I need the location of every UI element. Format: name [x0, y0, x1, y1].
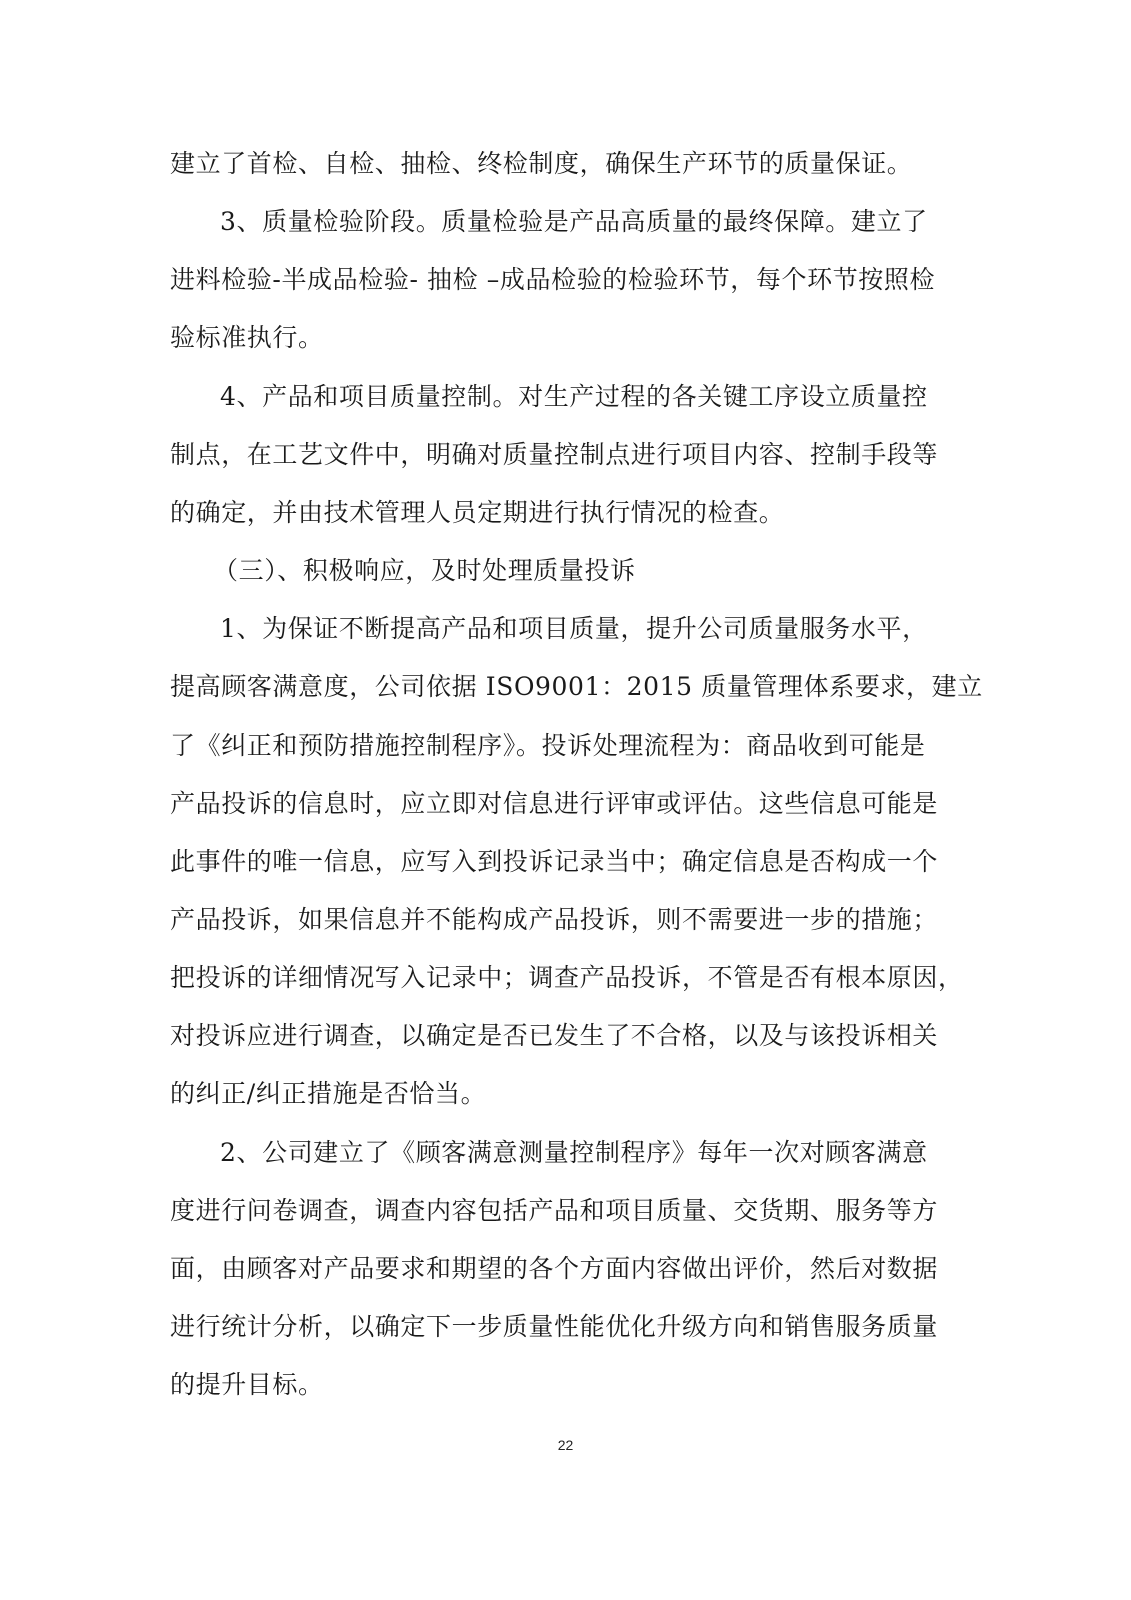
text-line: 度进行问卷调查，调查内容包括产品和项目质量、交货期、服务等方 — [170, 1196, 939, 1225]
text-line: 3、质量检验阶段。质量检验是产品高质量的最终保障。建立了 — [220, 207, 928, 236]
text-line: 进料检验-半成品检验- 抽检 –成品检验的检验环节，每个环节按照检 — [170, 265, 936, 294]
text-line: 制点，在工艺文件中，明确对质量控制点进行项目内容、控制手段等 — [170, 440, 939, 469]
text-line: 进行统计分析，以确定下一步质量性能优化升级方向和销售服务质量 — [170, 1312, 939, 1341]
text-line: 产品投诉，如果信息并不能构成产品投诉，则不需要进一步的措施； — [170, 905, 939, 934]
text-line: 此事件的唯一信息，应写入到投诉记录当中；确定信息是否构成一个 — [170, 847, 939, 876]
text-line: 了《纠正和预防措施控制程序》。投诉处理流程为：商品收到可能是 — [170, 731, 926, 760]
text-line: 建立了首检、自检、抽检、终检制度，确保生产环节的质量保证。 — [170, 149, 913, 178]
text-line: 验标准执行。 — [170, 323, 324, 352]
text-line: 的提升目标。 — [170, 1370, 324, 1399]
text-line: 提高顾客满意度，公司依据 ISO9001：2015 质量管理体系要求，建立 — [170, 672, 983, 701]
text-line: 1、为保证不断提高产品和项目质量，提升公司质量服务水平， — [220, 614, 928, 643]
text-line: 2、公司建立了《顾客满意测量控制程序》每年一次对顾客满意 — [220, 1138, 928, 1167]
text-line: 产品投诉的信息时，应立即对信息进行评审或评估。这些信息可能是 — [170, 789, 939, 818]
text-line: 把投诉的详细情况写入记录中；调查产品投诉，不管是否有根本原因， — [170, 963, 964, 992]
text-line: 对投诉应进行调查，以确定是否已发生了不合格，以及与该投诉相关 — [170, 1021, 939, 1050]
text-line: 的纠正/纠正措施是否恰当。 — [170, 1079, 487, 1108]
text-line: 面，由顾客对产品要求和期望的各个方面内容做出评价，然后对数据 — [170, 1254, 939, 1283]
text-line: 4、产品和项目质量控制。对生产过程的各关键工序设立质量控 — [220, 382, 928, 411]
section-heading: （三）、积极响应，及时处理质量投诉 — [213, 556, 636, 585]
page-number: 22 — [557, 1437, 574, 1453]
text-line: 的确定，并由技术管理人员定期进行执行情况的检查。 — [170, 498, 785, 527]
